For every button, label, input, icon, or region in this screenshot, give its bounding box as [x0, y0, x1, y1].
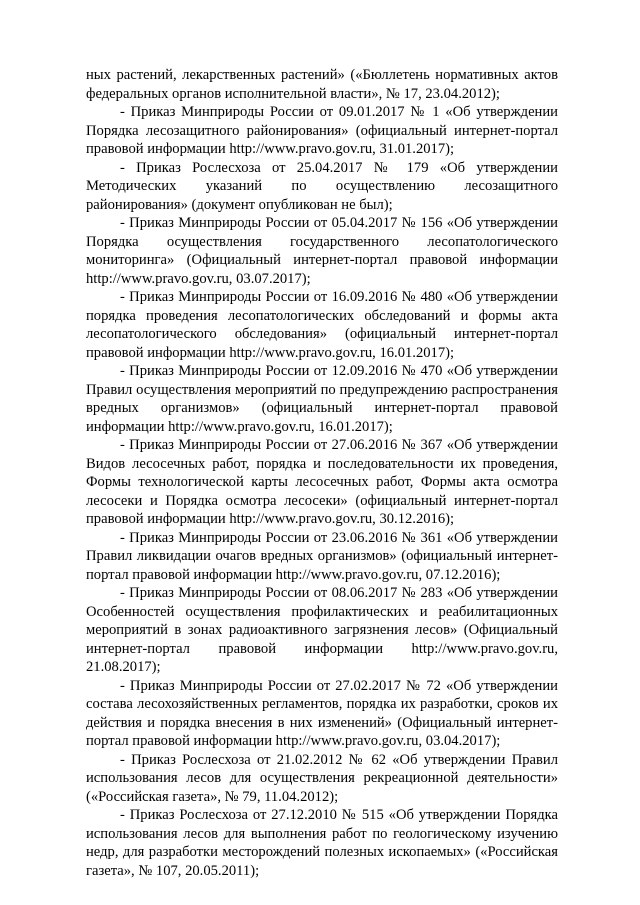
list-item: - Приказ Минприроды России от 23.06.2016 № 361 «Об утверждении Правил ликвидации очагов вредных организмов» (официальный интернет-портал правовой информации http://www.pravo.gov.ru, 07.12.2016);	[86, 529, 558, 583]
paragraph-continuation: ных растений, лекарственных растений» («Бюллетень нормативных актов федеральных органов исполнительной власти», № 17, 23.04.2012);	[86, 67, 558, 102]
list-item: - Приказ Минприроды России от 12.09.2016 № 470 «Об утверждении Правил осуществления мероприятий по предупреждению распространения вредных организмов» (официальный интернет-портал правовой информации http://www.pravo.gov.ru, 16.01.2017);	[86, 363, 558, 435]
list-item: - Приказ Рослесхоза от 25.04.2017 № 179 «Об утверждении Методических указаний по осуществлению лесозащитного районирования» (документ опубликован не был);	[86, 159, 558, 213]
list-item: - Приказ Рослесхоза от 27.12.2010 № 515 «Об утверждении Порядка использования лесов для выполнения работ по геологическому изучению недр, для разработки месторождений полезных ископаемых» («Российская газета», № 107, 20.05.2011);	[86, 807, 558, 879]
list-item: - Приказ Минприроды России от 09.01.2017 № 1 «Об утверждении Порядка лесозащитного районирования» (официальный интернет-портал правовой информации http://www.pravo.gov.ru, 31.01.2017);	[86, 104, 558, 157]
list-item: - Приказ Минприроды России от 08.06.2017 № 283 «Об утверждении Особенностей осуществления профилактических и реабилитационных мероприятий в зонах радиоактивного загрязнения лесов» (Официальный интернет-портал правовой информации http://www.pravo.gov.ru, 21.08.2017);	[86, 585, 558, 675]
list-item: - Приказ Рослесхоза от 21.02.2012 № 62 «Об утверждении Правил использования лесов для осуществления рекреационной деятельности» («Российская газета», № 79, 11.04.2012);	[86, 751, 558, 805]
document-page	[86, 66, 558, 880]
list-item: - Приказ Минприроды России от 16.09.2016 № 480 «Об утверждении порядка проведения лесопатологических обследований и формы акта лесопатологического обследования» (официальный интернет-портал правовой информации http://www.pravo.gov.ru, 16.01.2017);	[86, 289, 558, 361]
list-item: - Приказ Минприроды России от 05.04.2017 № 156 «Об утверждении Порядка осуществления государственного лесопатологического мониторинга» (Официальный интернет-портал правовой информации http://www.pravo.gov.ru, 03.07.2017);	[86, 215, 558, 287]
list-item: - Приказ Минприроды России от 27.06.2016 № 367 «Об утверждении Видов лесосечных работ, порядка и последовательности их проведения, Формы технологической карты лесосечных работ, Формы акта осмотра лесосеки и Порядка осмотра лесосеки» (официальный интернет-портал правовой информации http://www.pravo.gov.ru, 30.12.2016);	[86, 437, 558, 527]
list-item: - Приказ Минприроды России от 27.02.2017 № 72 «Об утверждении состава лесохозяйственных регламентов, порядка их разработки, сроков их действия и порядка внесения в них изменений» (Официальный интернет-портал правовой информации http://www.pravo.gov.ru, 03.04.2017);	[86, 677, 558, 749]
